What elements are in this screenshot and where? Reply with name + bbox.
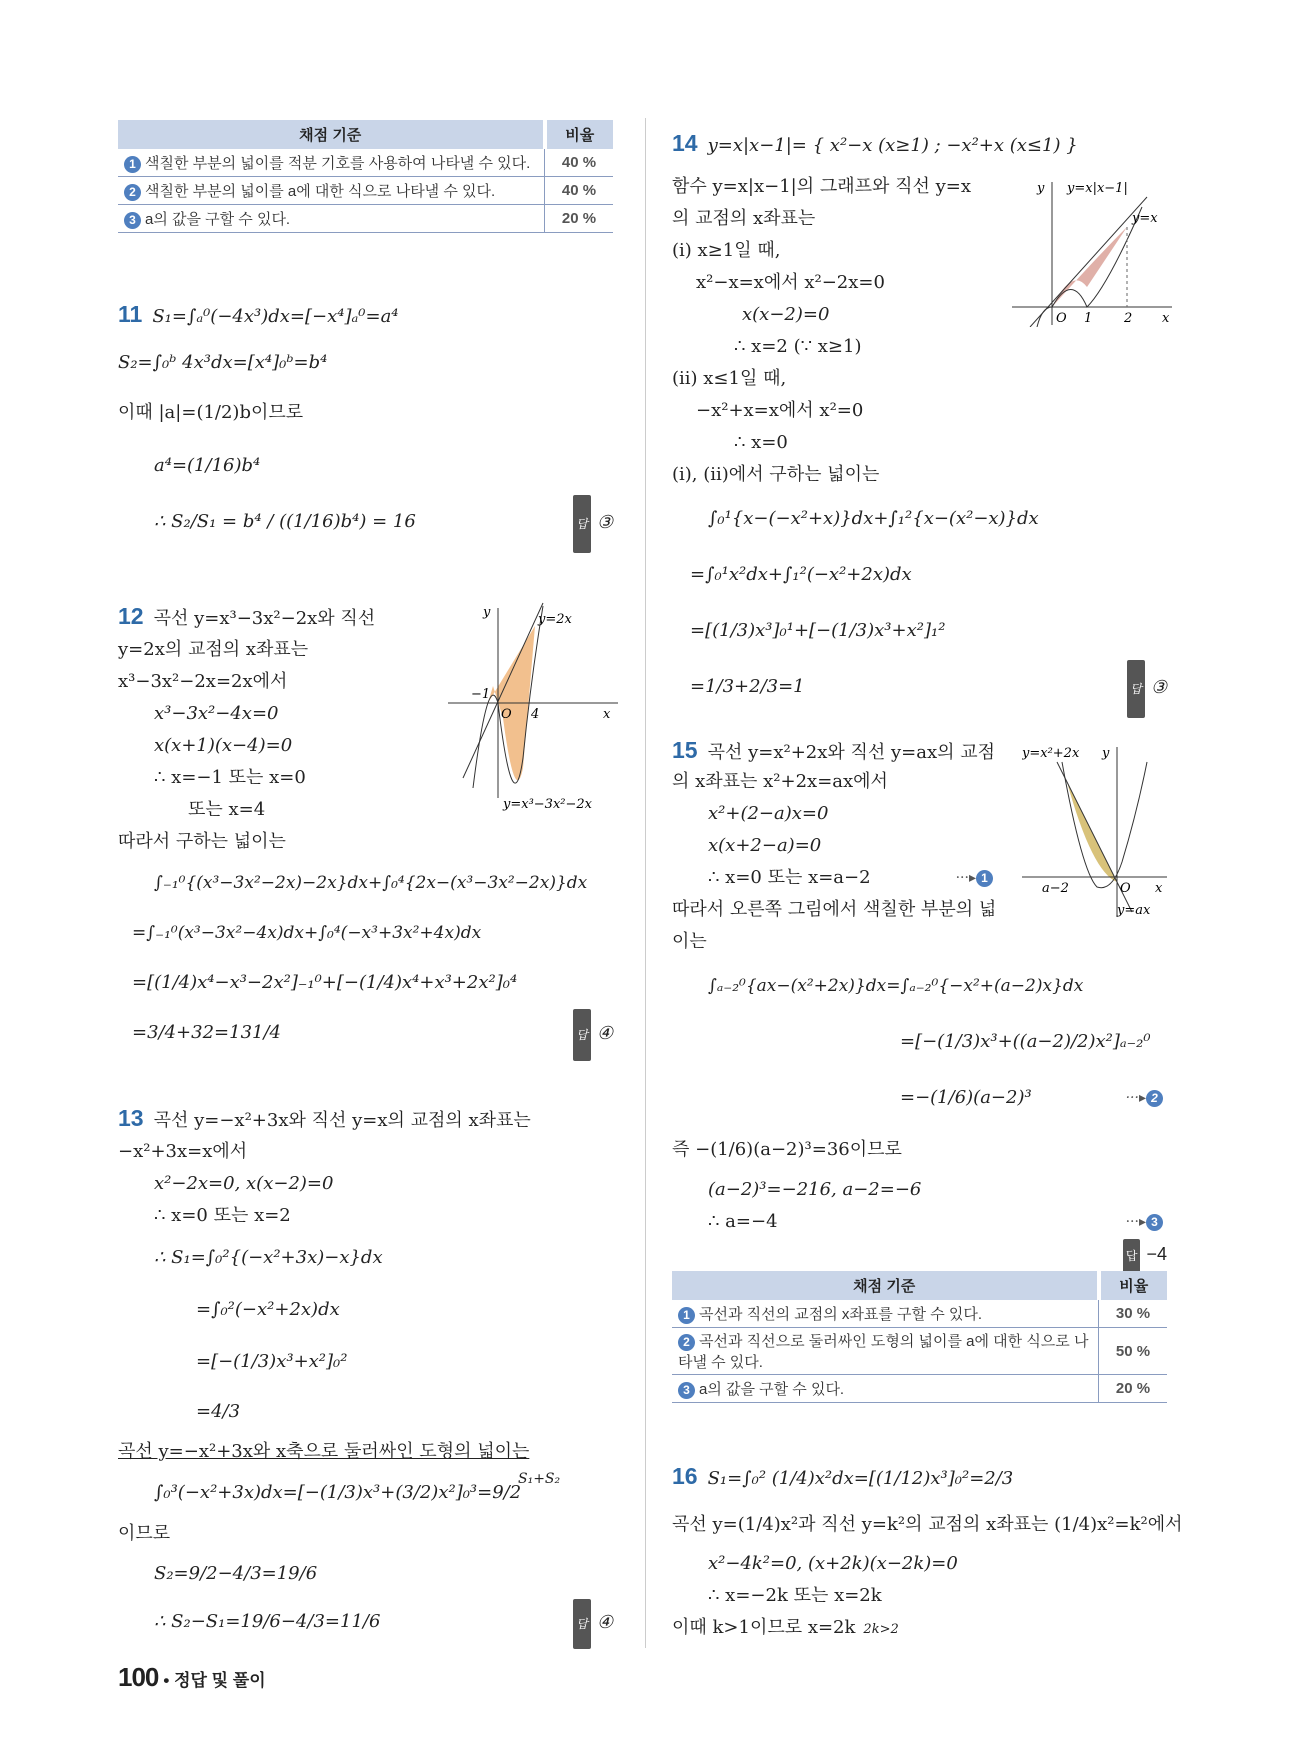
answer-icon: 답: [573, 495, 591, 553]
math-line: x³−3x²−4x=0: [154, 703, 279, 724]
label: y=ax: [1117, 903, 1151, 917]
math-line: =[−(1/3)x³+((a−2)/2)x²]ₐ₋₂⁰: [900, 1031, 1151, 1052]
problem-number: 12: [118, 603, 144, 629]
problem-16: [672, 1450, 1183, 1644]
step-badge: 2: [124, 184, 141, 201]
math-line: 이므로: [118, 1523, 171, 1544]
criteria-text: a의 값을 구할 수 있다.: [145, 211, 291, 228]
math-line: ∴ a=−4: [708, 1211, 778, 1232]
math-line: =[(1/3)x³]₀¹+[−(1/3)x³+x²]₁²: [690, 620, 946, 641]
step-badge: 3: [124, 212, 141, 229]
problem-13: [118, 1100, 613, 1646]
problem-15: [672, 734, 1167, 1270]
label: x: [1162, 311, 1170, 326]
problem-number: 14: [672, 130, 698, 156]
math-line: a⁴=(1/16)b⁴: [154, 455, 261, 476]
math-line: 따라서 구하는 넓이는: [118, 831, 286, 852]
math-line: =∫₀¹x²dx+∫₁²(−x²+2x)dx: [690, 564, 912, 585]
math-line: 즉 −(1/6)(a−2)³=36이므로: [672, 1139, 902, 1160]
problem-number: 15: [672, 737, 698, 763]
step-badge: 1: [678, 1307, 695, 1324]
criteria-text: 색칠한 부분의 넓이를 적분 기호를 사용하여 나타낼 수 있다.: [145, 155, 531, 172]
label: 4: [531, 707, 540, 722]
math-line: x²−2x=0, x(x−2)=0: [154, 1173, 334, 1194]
math-line: ∴ x=0 또는 x=a−2: [708, 867, 871, 888]
math-line: ∫₀³(−x²+3x)dx=[−(1/3)x³+(3/2)x²]₀³=9/2: [154, 1482, 522, 1503]
math-line: =1/3+2/3=1: [690, 676, 805, 697]
math-line: S₂=9/2−4/3=19/6: [154, 1563, 318, 1584]
label: y: [483, 605, 491, 620]
math-line: x(x−2)=0: [742, 304, 830, 325]
math-line: ∴ S₂−S₁=19/6−4/3=11/6: [154, 1611, 381, 1632]
label: x: [603, 707, 611, 722]
math-line: −x²+x=x에서 x²=0: [696, 400, 864, 421]
math-line: y=x|x−1|= { x²−x (x≥1) ; −x²+x (x≤1) }: [707, 135, 1078, 156]
math-line: ∴ S₁=∫₀²{(−x²+3x)−x}dx: [154, 1247, 383, 1268]
math-line: (ⅰ) x≥1일 때,: [672, 240, 781, 261]
math-line: ∴ S₂/S₁ = b⁴ / ((1/16)b⁴) = 16: [154, 511, 416, 532]
math-line: ∴ x=0: [734, 432, 788, 453]
math-line: ∴ x=2 (∵ x≥1): [734, 336, 862, 357]
problem-number: 13: [118, 1105, 144, 1131]
math-line: x(x+1)(x−4)=0: [154, 735, 293, 756]
annotation: 2k>2: [863, 1622, 899, 1637]
math-line: ∴ x=−1 또는 x=0: [154, 767, 306, 788]
math-line: 따라서 오른쪽 그림에서 색칠한 부분의 넓: [672, 899, 997, 920]
graph-14: [1012, 177, 1172, 327]
math-line: 곡선 y=x²+2x와 직선 y=ax의 교점: [707, 742, 996, 763]
math-line: 함수 y=x|x−1|의 그래프와 직선 y=x: [672, 176, 971, 197]
step-marker: ···▸ 1: [956, 862, 997, 894]
label: 2: [1124, 311, 1133, 326]
math-line: ∫ₐ₋₂⁰{ax−(x²+2x)}dx=∫ₐ₋₂⁰{−x²+(a−2)x}dx: [708, 976, 1084, 996]
answer-value: ④: [596, 1023, 613, 1043]
math-line: 곡선 y=x³−3x²−2x와 직선: [153, 608, 376, 629]
answer: [1123, 1238, 1167, 1273]
math-line: =−(1/6)(a−2)³: [900, 1087, 1032, 1108]
math-line: ∴ x=−2k 또는 x=2k: [708, 1585, 882, 1606]
label: a−2: [1042, 881, 1069, 896]
criteria-text: a의 값을 구할 수 있다.: [699, 1381, 845, 1398]
table-row: [672, 1328, 1167, 1375]
math-line: S₂=∫₀ᵇ 4x³dx=[x⁴]₀ᵇ=b⁴: [118, 352, 328, 373]
answer-value: ④: [596, 1612, 613, 1632]
math-line: ∫₀¹{x−(−x²+x)}dx+∫₁²{x−(x²−x)}dx: [708, 508, 1039, 529]
math-line: 또는 x=4: [188, 799, 266, 820]
criteria-text: 색칠한 부분의 넓이를 a에 대한 식으로 나타낼 수 있다.: [145, 183, 496, 200]
math-line: 의 x좌표는 x²+2x=ax에서: [672, 771, 888, 792]
answer-icon: 답: [1127, 660, 1145, 718]
ratio: 20 %: [545, 205, 614, 233]
answer-icon: 답: [573, 1009, 591, 1061]
label: −1: [471, 687, 491, 702]
label: O: [501, 707, 512, 722]
math-line: (ⅰ), (ⅱ)에서 구하는 넓이는: [672, 464, 880, 485]
answer-value: ③: [1150, 677, 1167, 697]
header-ratio: 비율: [1099, 1271, 1168, 1300]
answer-value: −4: [1146, 1244, 1167, 1264]
criteria-text: 곡선과 직선의 교점의 x좌표를 구할 수 있다.: [699, 1306, 983, 1323]
problem-number: 11: [118, 301, 143, 327]
answer: [573, 1008, 613, 1061]
math-line: =[−(1/3)x³+x²]₀²: [196, 1351, 348, 1372]
annotation: S₁+S₂: [518, 1471, 561, 1487]
label: y=x|x−1|: [1067, 181, 1128, 196]
ratio: 30 %: [1099, 1300, 1168, 1328]
math-line: x²+(2−a)x=0: [708, 803, 829, 824]
table-row: [672, 1375, 1167, 1403]
problem-11: [118, 290, 613, 550]
math-line: ∴ x=0 또는 x=2: [154, 1205, 291, 1226]
label: x: [1155, 881, 1163, 896]
answer: [573, 494, 613, 553]
label: y: [1102, 746, 1110, 761]
answer: [573, 1598, 613, 1649]
scoring-table-2: [672, 1271, 1167, 1403]
math-line: =[(1/4)x⁴−x³−2x²]₋₁⁰+[−(1/4)x⁴+x³+2x²]₀⁴: [132, 972, 518, 993]
ratio: 50 %: [1099, 1328, 1168, 1375]
math-line: 의 교점의 x좌표는: [672, 208, 816, 229]
label: y=x: [1132, 211, 1158, 226]
label: O: [1056, 311, 1067, 326]
math-line: =3/4+32=131/4: [132, 1022, 281, 1043]
header-ratio: 비율: [545, 120, 614, 149]
math-line: x²−x=x에서 x²−2x=0: [696, 272, 885, 293]
label: 1: [1084, 311, 1093, 326]
scoring-table-1: [118, 120, 613, 233]
math-line: 곡선 y=−x²+3x와 직선 y=x의 교점의 x좌표는: [153, 1110, 531, 1131]
math-line: =4/3: [196, 1401, 241, 1422]
table-row: [672, 1300, 1167, 1328]
table-row: [118, 177, 613, 205]
step-badge: 2: [678, 1334, 695, 1351]
problem-12: [118, 598, 613, 1058]
step-badge: 3: [678, 1382, 695, 1399]
shaded-region: [1052, 227, 1127, 307]
page-number: 100: [118, 1662, 159, 1692]
problem-14: [672, 115, 1170, 715]
math-line: y=2x의 교점의 x좌표는: [118, 639, 309, 660]
math-line: −x²+3x=x에서: [118, 1141, 248, 1162]
ratio: 40 %: [545, 149, 614, 177]
header-criteria: 채점 기준: [672, 1271, 1099, 1300]
math-line: S₁=∫ₐ⁰(−4x³)dx=[−x⁴]ₐ⁰=a⁴: [152, 306, 399, 327]
footer-title: 정답 및 풀이: [174, 1671, 266, 1690]
step-badge: 1: [976, 870, 993, 887]
label: y=x²+2x: [1022, 746, 1080, 761]
answer-icon: 답: [573, 1599, 591, 1649]
footer: 100 • 정답 및 풀이: [118, 1662, 266, 1692]
table-row: [118, 205, 613, 233]
math-line: x²−4k²=0, (x+2k)(x−2k)=0: [708, 1553, 958, 1574]
math-line: 곡선 y=−x²+3x와 x축으로 둘러싸인 도형의 넓이는: [118, 1441, 530, 1462]
header-criteria: 채점 기준: [118, 120, 545, 149]
math-line: x(x+2−a)=0: [708, 835, 822, 856]
math-line: 이때 k>1이므로 x=2k: [672, 1617, 856, 1638]
math-line: 곡선 y=(1/4)x²과 직선 y=k²의 교점의 x좌표는 (1/4)x²=k²에서: [672, 1514, 1183, 1535]
problem-number: 16: [672, 1463, 698, 1489]
label: y: [1037, 181, 1045, 196]
math-line: ∫₋₁⁰{(x³−3x²−2x)−2x}dx+∫₀⁴{2x−(x³−3x²−2x)}dx: [154, 873, 588, 893]
math-line: (ⅱ) x≤1일 때,: [672, 368, 787, 389]
answer-value: ③: [596, 512, 613, 532]
label: y=x³−3x²−2x: [503, 797, 592, 812]
label: O: [1120, 881, 1131, 896]
answer-icon: 답: [1123, 1239, 1141, 1273]
step-badge: 1: [124, 156, 141, 173]
label: y=2x: [538, 612, 572, 627]
step-badge: 2: [1146, 1090, 1163, 1107]
math-line: =∫₋₁⁰(x³−3x²−4x)dx+∫₀⁴(−x³+3x²+4x)dx: [132, 923, 482, 943]
answer: [1127, 659, 1167, 718]
step-badge: 3: [1146, 1214, 1163, 1231]
math-line: =∫₀²(−x²+2x)dx: [196, 1299, 340, 1320]
math-line: 이는: [672, 931, 707, 952]
column-divider: [645, 118, 646, 1648]
graph-12: [443, 598, 618, 813]
step-marker: ···▸ 2: [1126, 1070, 1167, 1126]
math-line: 이때 |a|=(1/2)b이므로: [118, 402, 304, 423]
table-row: [118, 149, 613, 177]
math-line: S₁=∫₀² (1/4)x²dx=[(1/12)x³]₀²=2/3: [707, 1468, 1014, 1489]
ratio: 20 %: [1099, 1375, 1168, 1403]
criteria-text: 곡선과 직선으로 둘러싸인 도형의 넓이를 a에 대한 식으로 나타낼 수 있다.: [678, 1333, 1089, 1371]
math-line: x³−3x²−2x=2x에서: [118, 671, 288, 692]
step-marker: ···▸ 3: [1126, 1206, 1167, 1238]
math-line: (a−2)³=−216, a−2=−6: [708, 1179, 922, 1200]
ratio: 40 %: [545, 177, 614, 205]
